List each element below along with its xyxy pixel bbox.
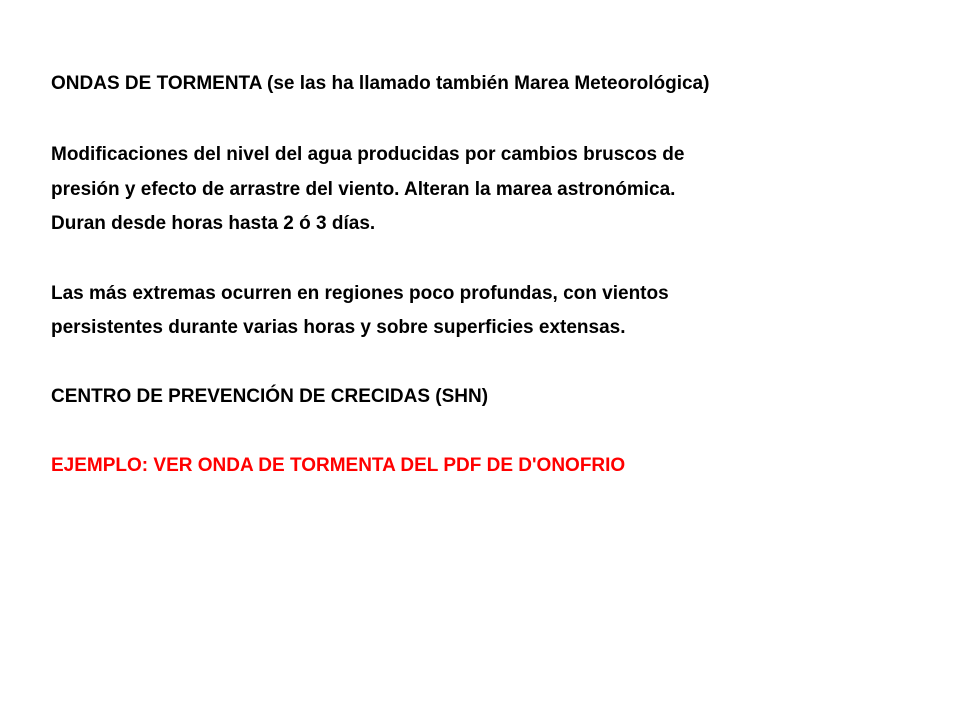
example-note: EJEMPLO: VER ONDA DE TORMENTA DEL PDF DE D'ONOFRIO (51, 455, 626, 476)
paragraph1-line1: Modificaciones del nivel del agua producidas por cambios bruscos de (51, 144, 685, 165)
paragraph1-line2: presión y efecto de arrastre del viento. Alteran la marea astronómica. (51, 179, 676, 200)
paragraph2-line2: persistentes durante varias horas y sobre superficies extensas. (51, 317, 626, 338)
paragraph1-line3: Duran desde horas hasta 2 ó 3 días. (51, 213, 376, 234)
center-heading: CENTRO DE PREVENCIÓN DE CRECIDAS (SHN) (51, 386, 489, 407)
slide-title: ONDAS DE TORMENTA (se las ha llamado también Marea Meteorológica) (51, 73, 710, 94)
paragraph2-line1: Las más extremas ocurren en regiones poco profundas, con vientos (51, 283, 669, 304)
